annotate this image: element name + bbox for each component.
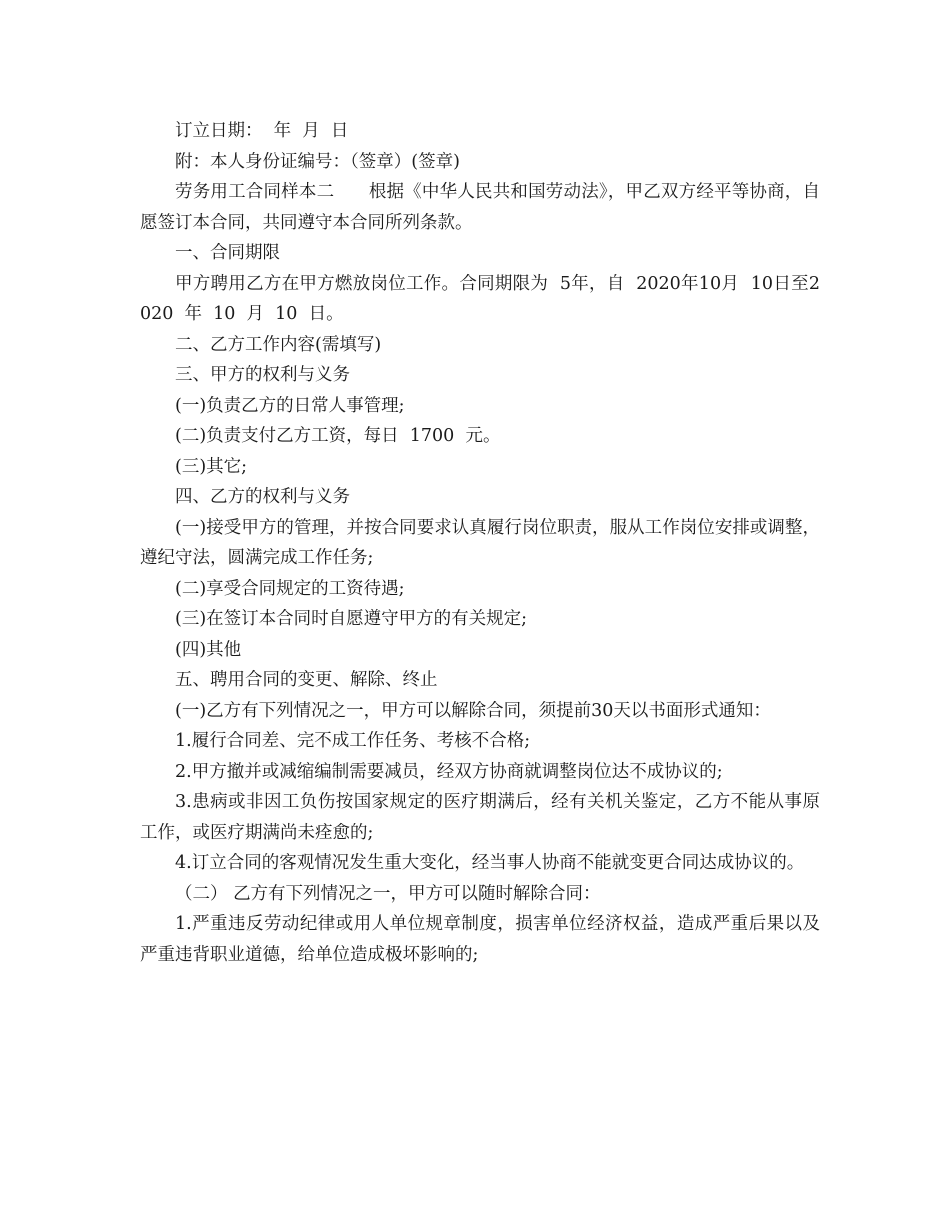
id-number-signature-line: 附：本人身份证编号：（签章）(签章) <box>175 151 460 172</box>
section-heading-party-a-rights: 三、甲方的权利与义务 <box>175 365 350 385</box>
immediate-termination-item-1: 1.严重违反劳动纪律或用人单位规章制度，损害单位经济权益，造成严重后果以及严重违背职业道德，给单位造成极坏影响的; <box>140 914 820 965</box>
term-clause: 甲方聘用乙方在甲方燃放岗位工作。合同期限为 5年，自 2020年10月 10日至2020 年 10 月 10 日。 <box>140 273 820 324</box>
party-b-clause-3: (三)在签订本合同时自愿遵守甲方的有关规定; <box>175 609 528 629</box>
section-heading-work-content: 二、乙方工作内容(需填写) <box>175 334 382 355</box>
signing-date-line: 订立日期： 年 月 日 <box>175 121 349 141</box>
party-a-clause-2: (二)负责支付乙方工资，每日 1700 元。 <box>175 426 501 446</box>
termination-notice-clause: (一)乙方有下列情况之一，甲方可以解除合同，须提前30天以书面形式通知： <box>175 700 771 721</box>
party-b-clause-4: (四)其他 <box>175 639 242 660</box>
party-a-clause-3: (三)其它; <box>175 456 248 477</box>
termination-item-1: 1.履行合同差、完不成工作任务、考核不合格; <box>175 731 531 751</box>
immediate-termination-clause: （二） 乙方有下列情况之一，甲方可以随时解除合同： <box>175 883 601 904</box>
termination-item-3: 3.患病或非因工负伤按国家规定的医疗期满后，经有关机关鉴定，乙方不能从事原工作，或医疗期满尚未痊愈的; <box>140 792 820 843</box>
section-heading-term: 一、合同期限 <box>175 243 280 263</box>
section-heading-party-b-rights: 四、乙方的权利与义务 <box>175 487 350 507</box>
termination-item-2: 2.甲方撤并或减缩编制需要减员，经双方协商就调整岗位达不成协议的; <box>175 761 723 782</box>
party-a-clause-1: (一)负责乙方的日常人事管理; <box>175 395 405 416</box>
party-b-clause-2: (二)享受合同规定的工资待遇; <box>175 578 405 599</box>
termination-item-4: 4.订立合同的客观情况发生重大变化，经当事人协商不能就变更合同达成协议的。 <box>175 853 805 873</box>
contract-preamble: 劳务用工合同样本二 根据《中华人民共和国劳动法》，甲乙双方经平等协商，自愿签订本合同，共同遵守本合同所列条款。 <box>140 182 820 233</box>
contract-text <box>140 116 820 970</box>
party-b-clause-1: (一)接受甲方的管理，并按合同要求认真履行岗位职责，服从工作岗位安排或调整，遵纪守法，圆满完成工作任务; <box>140 517 820 568</box>
section-heading-termination: 五、聘用合同的变更、解除、终止 <box>175 670 438 690</box>
